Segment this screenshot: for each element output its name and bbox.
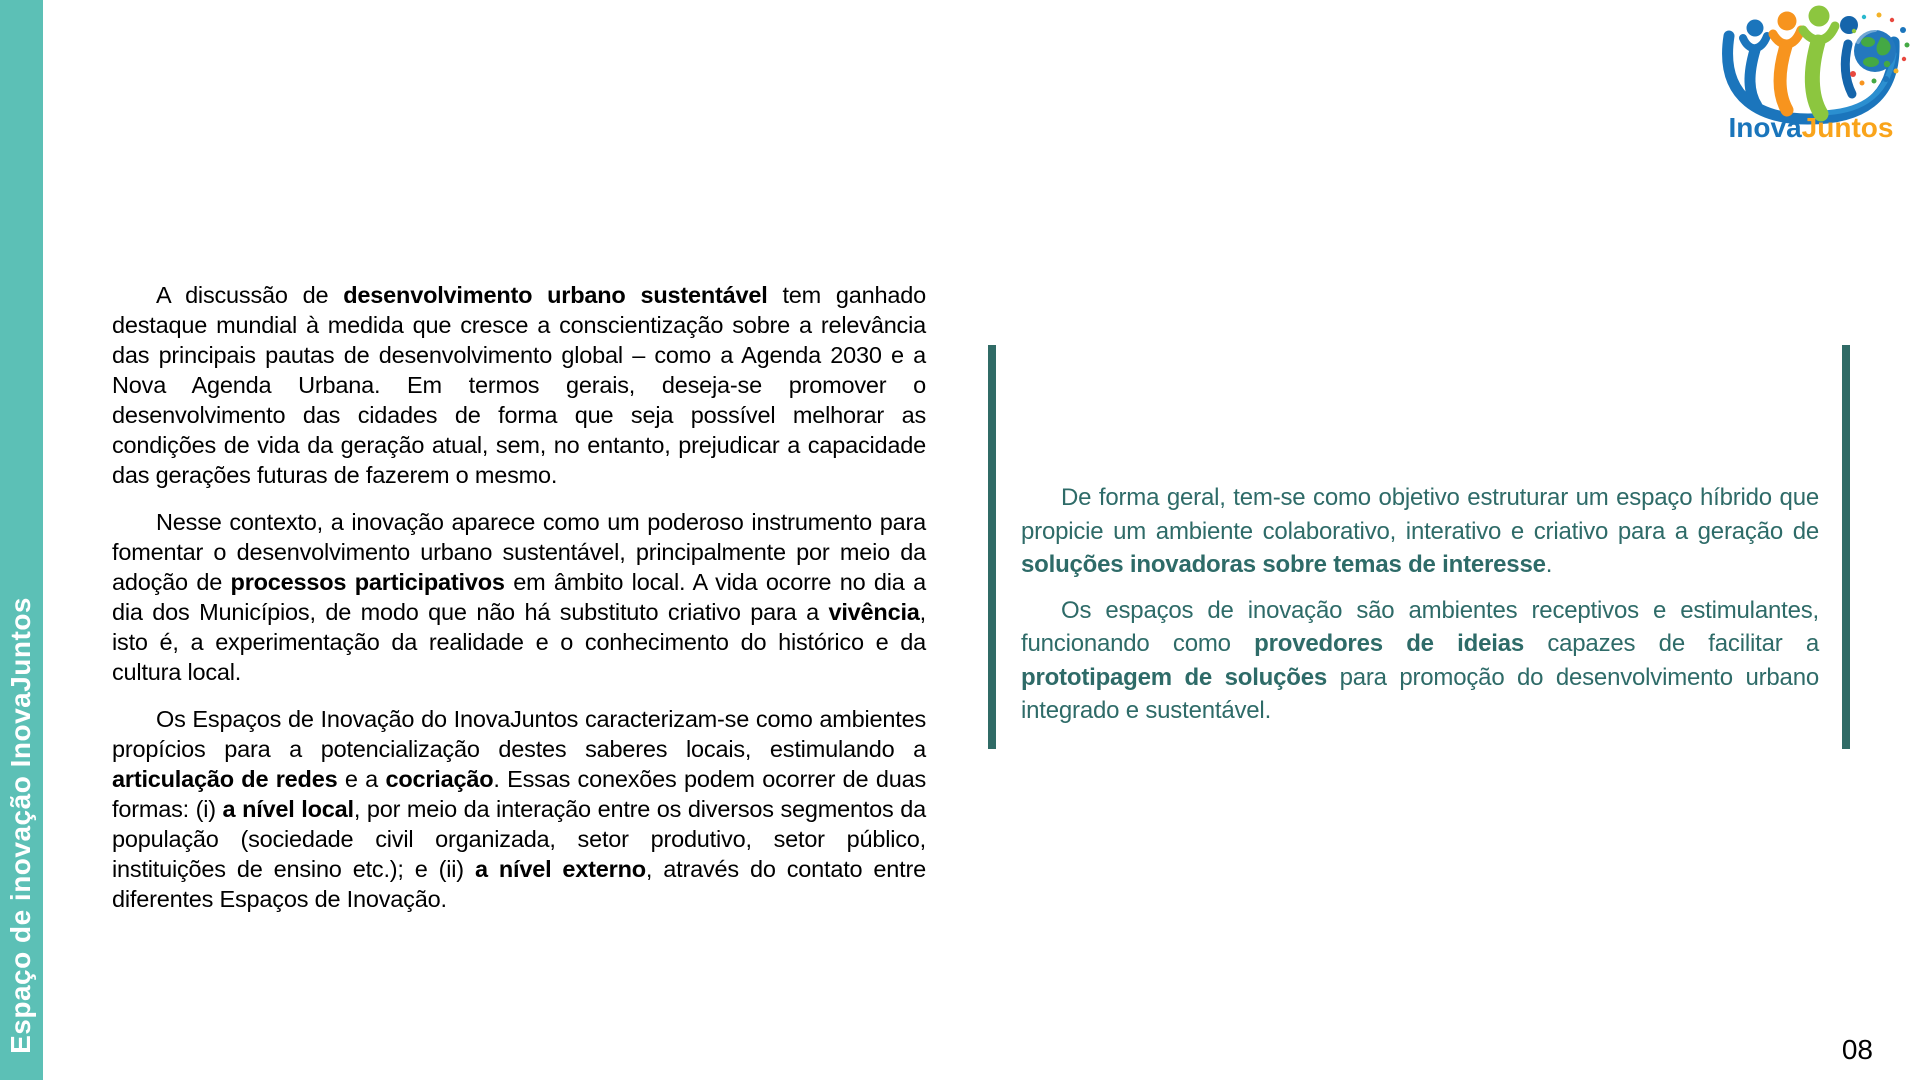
sidebar [0, 0, 43, 1080]
inovajuntos-logo-icon [1703, 4, 1920, 144]
paragraph-desenvolvimento-urbano: A discussão de desenvolvimento urbano sustentável tem ganhado destaque mundial à medida que cresce a conscientização sobre a relevância das principais pautas de desenvolvimento global – como a Agenda 2030 e a Nova Agenda Urbana. Em termos gerais, deseja-se promover o desenvolvimento das cidades de forma que seja possível melhorar as condições de vida da geração atual, sem, no entanto, prejudicar a capacidade das gerações futuras de fazerem o mesmo. [112, 282, 926, 488]
accent-bar-right [1842, 345, 1850, 749]
logo-wordmark: InovaJuntos [1728, 112, 1894, 143]
accent-bar-left [988, 345, 996, 749]
paragraph-inovacao-contexto: Nesse contexto, a inovação aparece como um poderoso instrumento para fomentar o desenvolvimento urbano sustentável, principalmente por meio da adoção de processos participativos em âmbito local. A vida ocorre no dia a dia dos Municípios, de modo que não há substituto criativo para a vivência, isto é, a experimentação da realidade e o conhecimento do histórico e da cultura local. [112, 509, 926, 685]
sidebar-vertical-title: Espaço de inovação InovaJuntos [5, 597, 36, 1054]
inovajuntos-logo [1703, 4, 1920, 144]
paragraph-objetivo-espaco-hibrido: De forma geral, tem-se como objetivo estruturar um espaço híbrido que propicie um ambiente colaborativo, interativo e criativo para a geração de soluções inovadoras sobre temas de interesse. [1021, 484, 1819, 578]
body-text-column [112, 280, 926, 931]
highlight-text-column [1021, 481, 1819, 740]
page-number: 08 [1841, 1034, 1873, 1065]
paragraph-espacos-de-inovacao: Os Espaços de Inovação do InovaJuntos caracterizam-se como ambientes propícios para a potencialização destes saberes locais, estimulando a articulação de redes e a cocriação. Essas conexões podem ocorrer de duas formas: (i) a nível local, por meio da interação entre os diversos segmentos da população (sociedade civil organizada, setor produtivo, setor público, instituições de ensino etc.); e (ii) a nível externo, através do contato entre diferentes Espaços de Inovação. [112, 706, 926, 912]
paragraph-ambientes-receptivos: Os espaços de inovação são ambientes receptivos e estimulantes, funcionando como provedores de ideias capazes de facilitar a prototipagem de soluções para promoção do desenvolvimento urbano integrado e sustentável. [1021, 596, 1820, 724]
